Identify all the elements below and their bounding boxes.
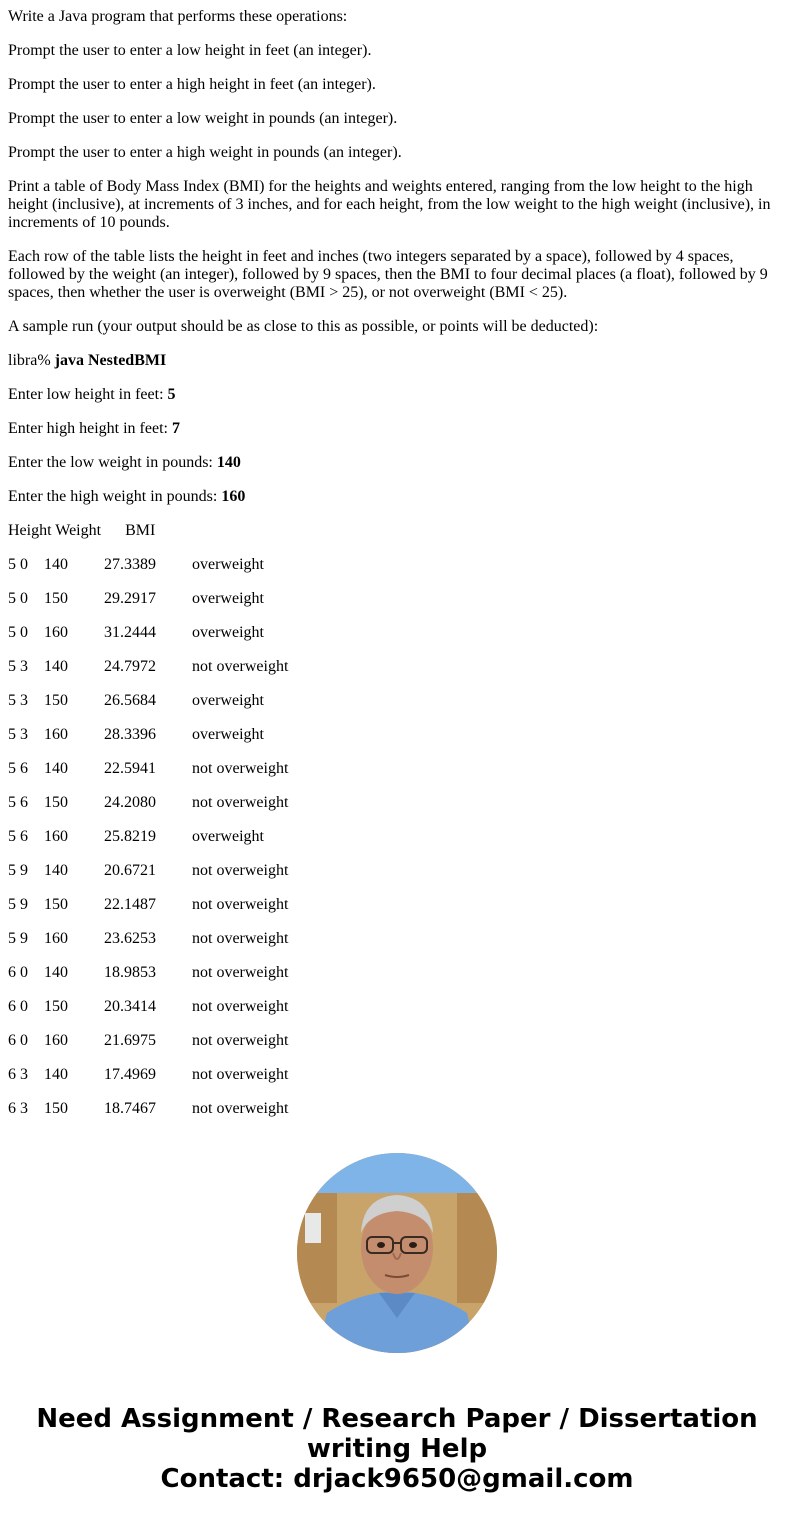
row-weight: 160 (44, 726, 68, 743)
input-low-weight (8, 454, 786, 472)
input-value: 160 (221, 488, 246, 505)
row-status: not overweight (192, 1066, 289, 1083)
row-bmi: 29.2917 (104, 590, 156, 607)
table-row (8, 862, 786, 880)
row-status: overweight (192, 556, 264, 573)
input-label: Enter low height in feet: (8, 386, 168, 403)
prompt-low-weight: Prompt the user to enter a low weight in pounds (an integer). (8, 110, 398, 127)
row-bmi: 24.7972 (104, 658, 156, 675)
row-weight: 150 (44, 1100, 68, 1117)
row-weight: 140 (44, 862, 68, 879)
row-bmi: 20.3414 (104, 998, 156, 1015)
command-prefix: libra% (8, 352, 55, 369)
assignment-content (8, 0, 786, 1118)
row-height: 6 3 (8, 1100, 28, 1117)
row-height: 5 0 (8, 590, 28, 607)
row-status: not overweight (192, 794, 289, 811)
row-status: not overweight (192, 964, 289, 981)
row-status: not overweight (192, 930, 289, 947)
input-high-weight (8, 488, 786, 506)
row-status: not overweight (192, 896, 289, 913)
table-description: Print a table of Body Mass Index (BMI) for the heights and weights entered, ranging from the low height to the high height (inclusive), at increments of 3 inches, and for each height, from the low weight to the high weight (inclusive), in increments of 10 pounds. (8, 178, 771, 231)
row-height: 5 0 (8, 624, 28, 641)
row-status: not overweight (192, 658, 289, 675)
row-weight: 140 (44, 658, 68, 675)
row-bmi: 20.6721 (104, 862, 156, 879)
author-avatar (297, 1153, 497, 1353)
row-bmi: 22.5941 (104, 760, 156, 777)
row-bmi: 18.7467 (104, 1100, 156, 1117)
input-value: 5 (167, 386, 176, 403)
input-high-height (8, 420, 786, 438)
table-row (8, 828, 786, 846)
row-height: 6 0 (8, 964, 28, 981)
input-low-height (8, 386, 786, 404)
row-height: 5 9 (8, 930, 28, 947)
table-row (8, 1032, 786, 1050)
bmi-table (8, 556, 786, 1118)
row-height: 5 6 (8, 794, 28, 811)
row-weight: 160 (44, 1032, 68, 1049)
intro-title: Write a Java program that performs these operations: (8, 8, 348, 25)
row-status: not overweight (192, 760, 289, 777)
person-photo-icon (297, 1153, 497, 1353)
row-bmi: 23.6253 (104, 930, 156, 947)
row-bmi: 25.8219 (104, 828, 156, 845)
input-label: Enter high height in feet: (8, 420, 172, 437)
row-weight: 150 (44, 896, 68, 913)
table-row (8, 658, 786, 676)
command-line (8, 352, 786, 370)
row-weight: 140 (44, 964, 68, 981)
row-bmi: 27.3389 (104, 556, 156, 573)
command-text: java NestedBMI (54, 352, 167, 369)
row-height: 5 6 (8, 760, 28, 777)
row-height: 5 3 (8, 726, 28, 743)
table-row (8, 624, 786, 642)
row-status: overweight (192, 692, 264, 709)
sample-note: A sample run (your output should be as close to this as possible, or points will be deducted): (8, 318, 599, 335)
input-value: 140 (216, 454, 241, 471)
row-height: 6 3 (8, 1066, 28, 1083)
table-row (8, 726, 786, 744)
row-status: not overweight (192, 862, 289, 879)
row-weight: 140 (44, 760, 68, 777)
row-status: not overweight (192, 1100, 289, 1117)
row-weight: 160 (44, 930, 68, 947)
row-bmi: 18.9853 (104, 964, 156, 981)
row-height: 5 3 (8, 658, 28, 675)
row-weight: 160 (44, 828, 68, 845)
table-row (8, 794, 786, 812)
row-status: overweight (192, 828, 264, 845)
row-status: not overweight (192, 998, 289, 1015)
input-label: Enter the low weight in pounds: (8, 454, 217, 471)
row-height: 5 9 (8, 896, 28, 913)
row-height: 5 6 (8, 828, 28, 845)
row-height: 5 9 (8, 862, 28, 879)
row-bmi: 26.5684 (104, 692, 156, 709)
row-weight: 160 (44, 624, 68, 641)
table-row (8, 1100, 786, 1118)
table-row (8, 556, 786, 574)
table-row (8, 998, 786, 1016)
row-weight: 150 (44, 692, 68, 709)
promo-banner (0, 1404, 794, 1494)
table-header: Height Weight BMI (8, 522, 156, 539)
table-row (8, 896, 786, 914)
row-height: 5 3 (8, 692, 28, 709)
row-bmi: 31.2444 (104, 624, 156, 641)
row-weight: 150 (44, 998, 68, 1015)
table-row (8, 590, 786, 608)
table-row (8, 1066, 786, 1084)
row-status: overweight (192, 590, 264, 607)
row-status: overweight (192, 726, 264, 743)
row-status: not overweight (192, 1032, 289, 1049)
row-bmi: 17.4969 (104, 1066, 156, 1083)
table-row (8, 760, 786, 778)
prompt-high-height: Prompt the user to enter a high height in feet (an integer). (8, 76, 376, 93)
row-weight: 150 (44, 794, 68, 811)
input-label: Enter the high weight in pounds: (8, 488, 222, 505)
row-bmi: 28.3396 (104, 726, 156, 743)
row-weight: 150 (44, 590, 68, 607)
table-row (8, 930, 786, 948)
promo-contact: Contact: drjack9650@gmail.com (160, 1464, 634, 1494)
table-row (8, 964, 786, 982)
row-description: Each row of the table lists the height in feet and inches (two integers separated by a space), followed by 4 spaces, followed by the weight (an integer), followed by 9 spaces, then the BMI to four decimal places (a float), followed by 9 spaces, then whether the user is overweight (BMI > 25), or not overweight (BMI < 25). (8, 248, 768, 301)
prompt-high-weight: Prompt the user to enter a high weight in pounds (an integer). (8, 144, 402, 161)
row-height: 6 0 (8, 998, 28, 1015)
input-value: 7 (171, 420, 180, 437)
row-bmi: 21.6975 (104, 1032, 156, 1049)
table-row (8, 692, 786, 710)
prompt-low-height: Prompt the user to enter a low height in feet (an integer). (8, 42, 372, 59)
promo-line-1: Need Assignment / Research Paper / Dissertation (36, 1404, 758, 1434)
promo-line-2: writing Help (306, 1434, 488, 1464)
row-height: 5 0 (8, 556, 28, 573)
row-bmi: 22.1487 (104, 896, 156, 913)
row-bmi: 24.2080 (104, 794, 156, 811)
row-status: overweight (192, 624, 264, 641)
row-weight: 140 (44, 1066, 68, 1083)
row-height: 6 0 (8, 1032, 28, 1049)
row-weight: 140 (44, 556, 68, 573)
